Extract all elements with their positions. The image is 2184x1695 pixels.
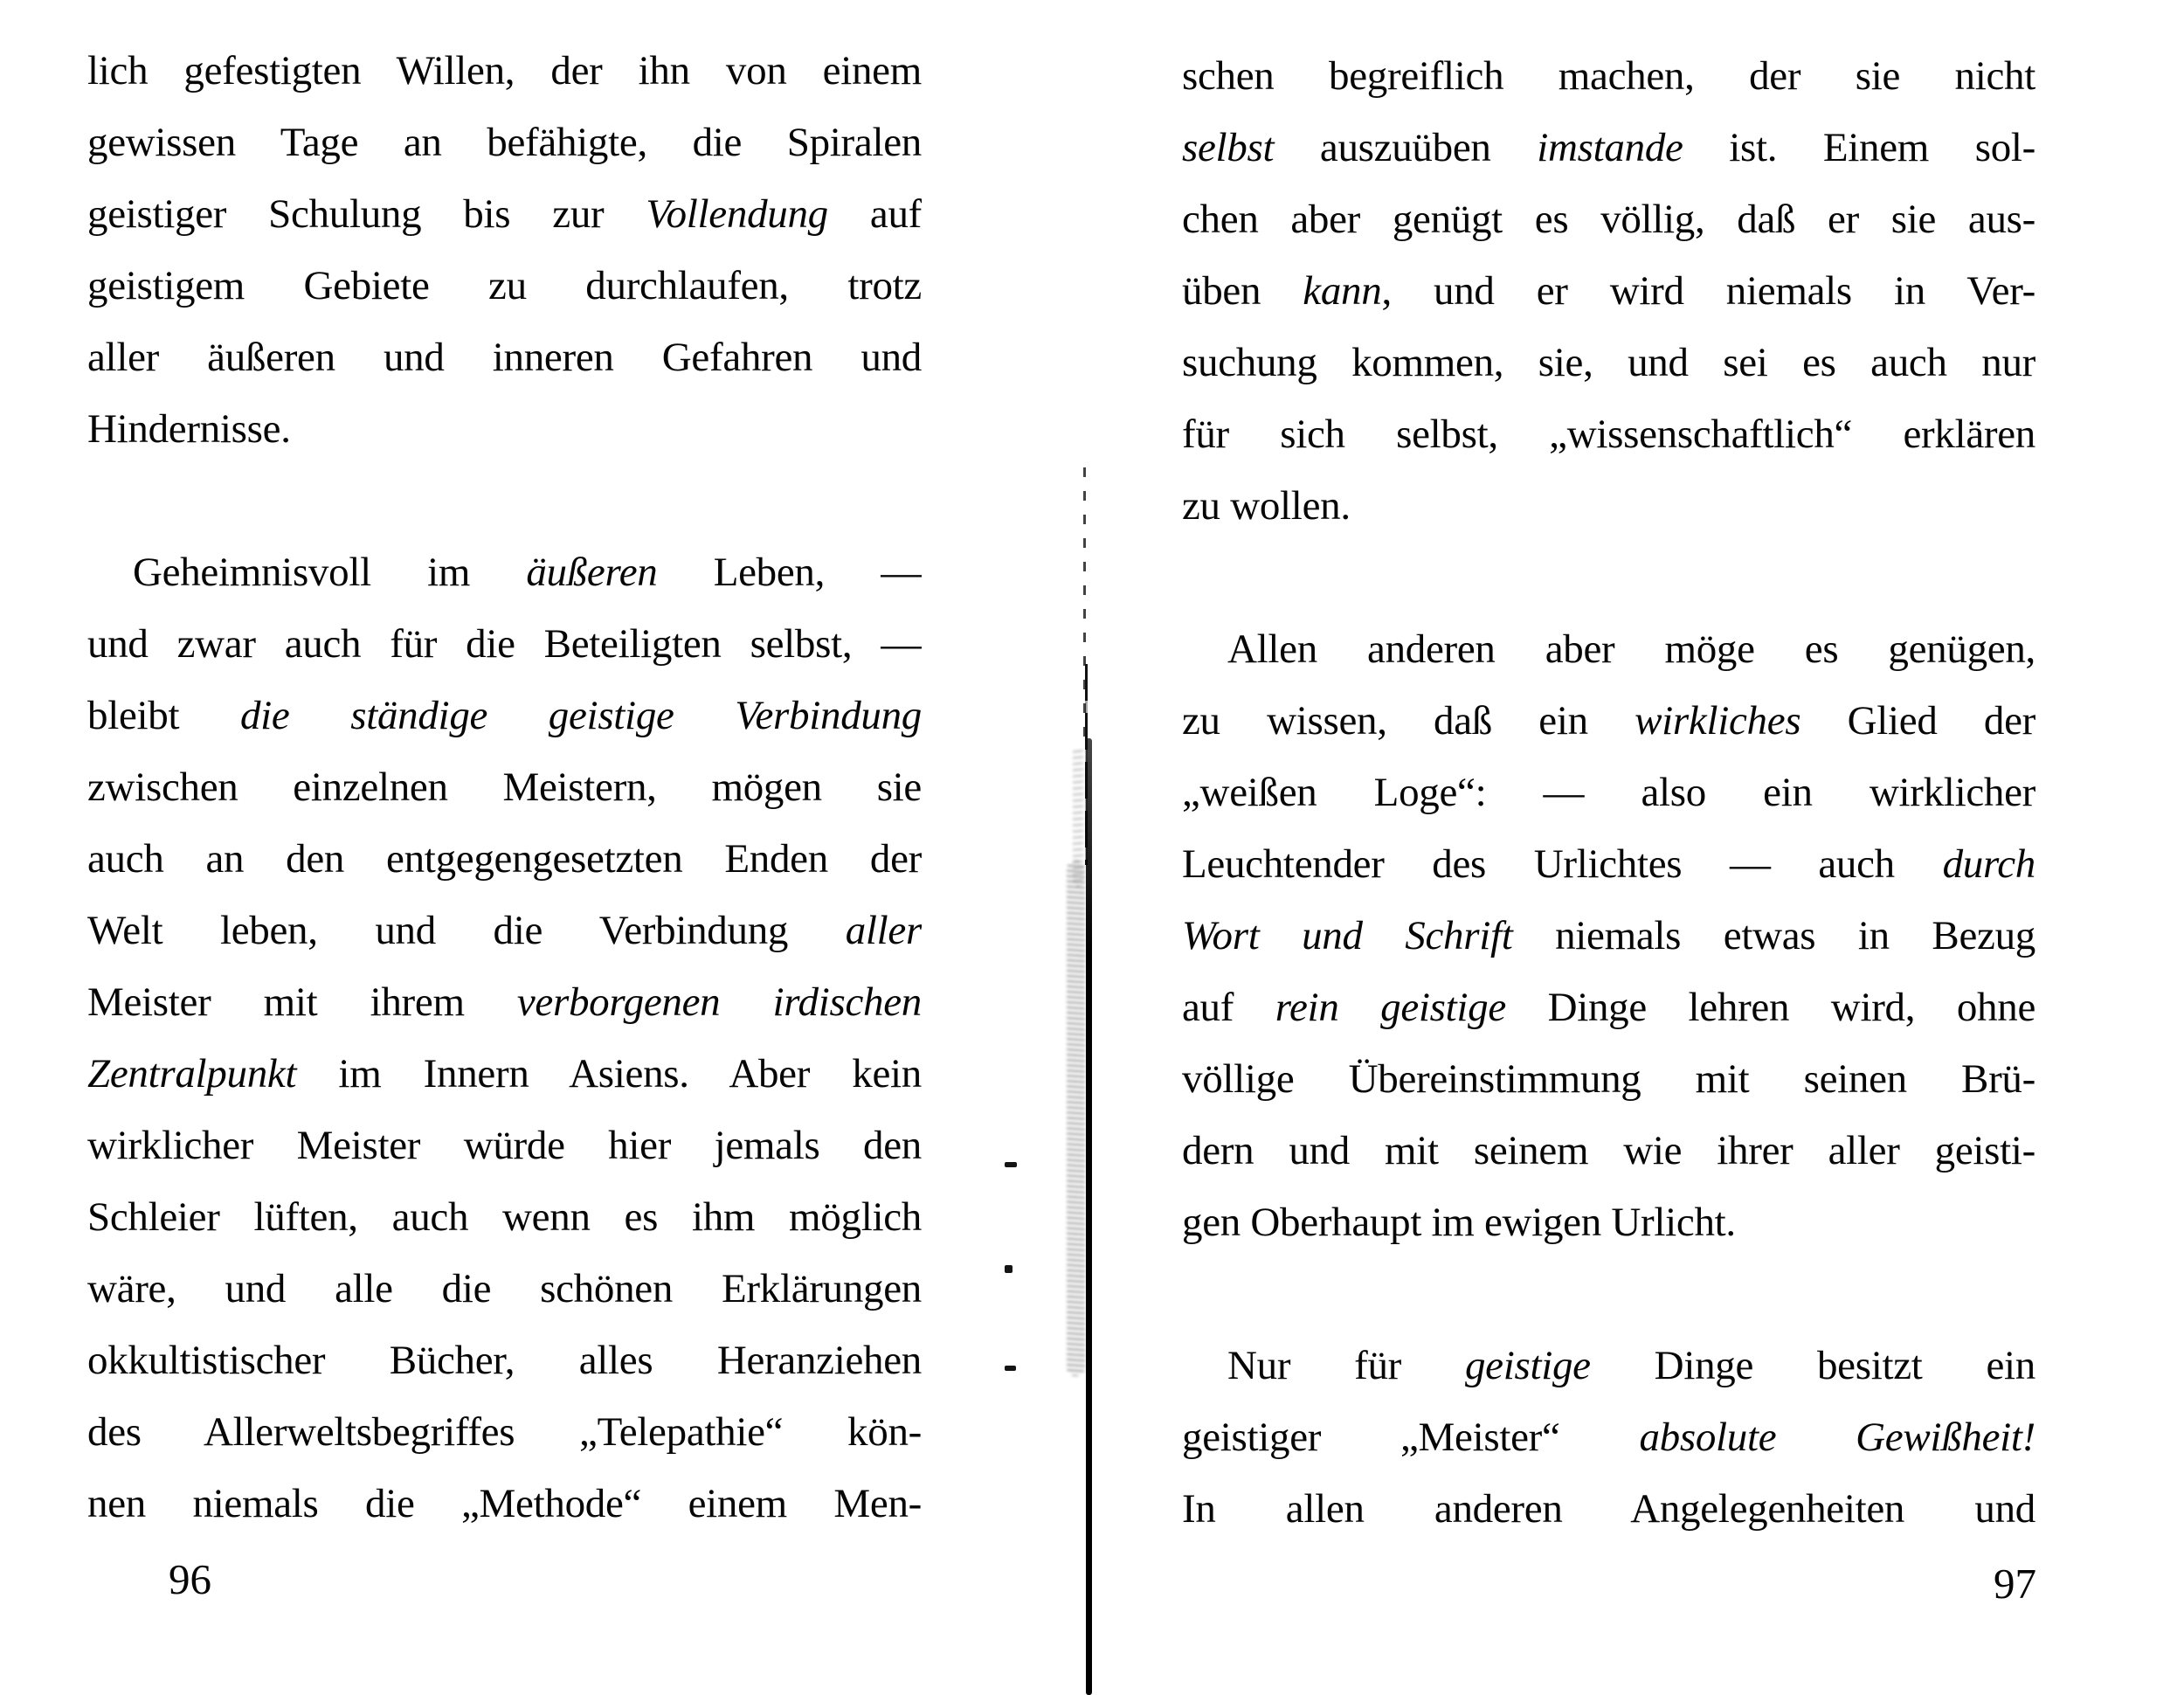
text-segment: auf: [1182, 985, 1275, 1030]
text-segment: Allen anderen aber möge es genügen,: [1227, 626, 2035, 672]
text-segment: Meister mit ihrem: [87, 979, 517, 1025]
gutter-shadow-fuzz-upper: [1073, 747, 1083, 887]
text-segment: ist. Einem sol-: [1683, 125, 2035, 170]
text-segment: wirklicher Meister würde hier jemals den: [87, 1123, 922, 1168]
text-segment: chen aber genügt es völlig, daß er sie aus-: [1182, 197, 2035, 242]
text-segment: gen Oberhaupt im ewigen Urlicht.: [1182, 1200, 1736, 1245]
text-line: [1182, 972, 2035, 1043]
text-line: [87, 680, 922, 751]
text-line: [1182, 1186, 2035, 1258]
text-line: [87, 1325, 922, 1396]
text-line: [1182, 1115, 2035, 1186]
text-line: [1182, 757, 2035, 828]
text-segment: selbst: [1182, 125, 1275, 170]
page-number-97: 97: [1994, 1560, 2036, 1608]
text-segment: Zentralpunkt: [87, 1051, 297, 1097]
text-segment: durch: [1942, 841, 2035, 887]
text-segment: niemals etwas in Bezug: [1512, 913, 2035, 958]
text-line: [87, 751, 922, 823]
text-segment: Leben, —: [657, 550, 922, 595]
text-segment: zu wollen.: [1182, 483, 1351, 529]
text-segment: verborgenen irdischen: [516, 979, 922, 1025]
page-96-text: [87, 35, 922, 1539]
text-line: [1182, 470, 2035, 542]
text-line: [87, 322, 922, 393]
text-line: [87, 250, 922, 322]
text-segment: auszuüben: [1274, 125, 1538, 170]
text-segment: geistige: [1464, 1343, 1591, 1388]
text-segment: geistiger „Meister“: [1182, 1415, 1640, 1460]
text-segment: imstande: [1537, 125, 1683, 170]
text-line: [87, 536, 922, 608]
text-segment: geistiger Schulung bis zur: [87, 191, 646, 237]
text-line: [87, 1396, 922, 1468]
text-segment: Schleier lüften, auch wenn es ihm möglich: [87, 1194, 922, 1240]
text-segment: Leuchtender des Urlichtes — auch: [1182, 841, 1943, 887]
text-segment: Dinge besitzt ein: [1590, 1343, 2035, 1388]
text-line: [1182, 255, 2035, 327]
text-line: [87, 1038, 922, 1110]
text-segment: Wort und Schrift: [1182, 913, 1513, 958]
text-line: [1182, 1401, 2035, 1473]
text-segment: Dinge lehren wird, ohne: [1505, 985, 2035, 1030]
page-97-text: [1182, 40, 2035, 1545]
text-segment: gewissen Tage an befähigte, die Spiralen: [87, 120, 922, 165]
text-line: [87, 966, 922, 1038]
text-line: [1182, 1043, 2035, 1115]
text-segment: wirkliches: [1635, 698, 1801, 744]
text-line: [1182, 685, 2035, 757]
text-line: [87, 393, 922, 465]
text-segment: zu wissen, daß ein: [1182, 698, 1635, 744]
text-segment: auf: [827, 191, 922, 237]
text-line: [87, 1253, 922, 1325]
scan-speck: [1005, 1162, 1017, 1167]
text-segment: völlige Übereinstimmung mit seinen Brü-: [1182, 1056, 2035, 1102]
scan-speck: [1005, 1366, 1016, 1371]
text-segment: für sich selbst, „wissenschaftlich“ erklären: [1182, 412, 2035, 457]
text-segment: die ständige geistige Verbindung: [239, 693, 922, 738]
text-segment: äußeren: [526, 550, 658, 595]
text-segment: Nur für: [1227, 1343, 1465, 1388]
text-segment: rein geistige: [1275, 985, 1506, 1030]
text-segment: aller äußeren und inneren Gefahren und: [87, 335, 922, 380]
text-segment: des Allerweltsbegriffes „Telepathie“ kön-: [87, 1409, 922, 1455]
text-line: [1182, 112, 2035, 183]
text-segment: zwischen einzelnen Meistern, mögen sie: [87, 764, 922, 810]
scan-speck: [1005, 1265, 1013, 1273]
text-segment: aller: [845, 908, 922, 953]
text-segment: lich gefestigten Willen, der ihn von einem: [87, 48, 922, 93]
text-line: [87, 608, 922, 680]
text-segment: auch an den entgegengesetzten Enden der: [87, 836, 922, 882]
text-segment: schen begreiflich machen, der sie nicht: [1182, 53, 2035, 99]
text-line: [87, 823, 922, 895]
text-segment: absolute Gewißheit!: [1639, 1415, 2035, 1460]
text-line: [87, 178, 922, 250]
text-line: [1182, 40, 2035, 112]
text-segment: suchung kommen, sie, und sei es auch nur: [1182, 340, 2035, 385]
text-line: [87, 1181, 922, 1253]
text-line: [1182, 183, 2035, 255]
text-segment: Vollendung: [646, 191, 828, 237]
text-segment: Hindernisse.: [87, 406, 291, 452]
text-segment: In allen anderen Angelegenheiten und: [1182, 1486, 2035, 1532]
text-line: [1182, 327, 2035, 398]
text-segment: Glied der: [1800, 698, 2035, 744]
text-line: [1182, 398, 2035, 470]
text-line: [1182, 1330, 2035, 1401]
text-segment: geistigem Gebiete zu durchlaufen, trotz: [87, 263, 922, 308]
text-segment: dern und mit seinem wie ihrer aller geisti-: [1182, 1128, 2035, 1173]
text-segment: okkultistischer Bücher, alles Heranziehen: [87, 1338, 922, 1383]
text-segment: wäre, und alle die schönen Erklärungen: [87, 1266, 922, 1311]
text-segment: und zwar auch für die Beteiligten selbst, —: [87, 621, 922, 667]
text-segment: , und er wird niemals in Ver-: [1381, 268, 2035, 314]
text-segment: kann: [1303, 268, 1382, 314]
text-line: [1182, 1473, 2035, 1545]
text-segment: üben: [1182, 268, 1303, 314]
text-line: [87, 1468, 922, 1539]
page-number-96: 96: [169, 1555, 211, 1603]
text-line: [87, 35, 922, 107]
text-segment: nen niemals die „Methode“ einem Men-: [87, 1481, 922, 1526]
text-line: [87, 107, 922, 178]
text-segment: Welt leben, und die Verbindung: [87, 908, 846, 953]
text-line: [1182, 828, 2035, 900]
text-line: [1182, 900, 2035, 972]
text-segment: bleibt: [87, 693, 240, 738]
text-segment: im Innern Asiens. Aber kein: [296, 1051, 922, 1097]
text-line: [1182, 613, 2035, 685]
text-line: [87, 1110, 922, 1181]
gutter-shadow-fuzz: [1067, 861, 1085, 1376]
text-segment: Geheimnisvoll im: [133, 550, 527, 595]
gutter-shadow-line: [1086, 738, 1092, 1695]
text-line: [87, 895, 922, 966]
text-segment: „weißen Loge“: — also ein wirklicher: [1182, 770, 2035, 815]
